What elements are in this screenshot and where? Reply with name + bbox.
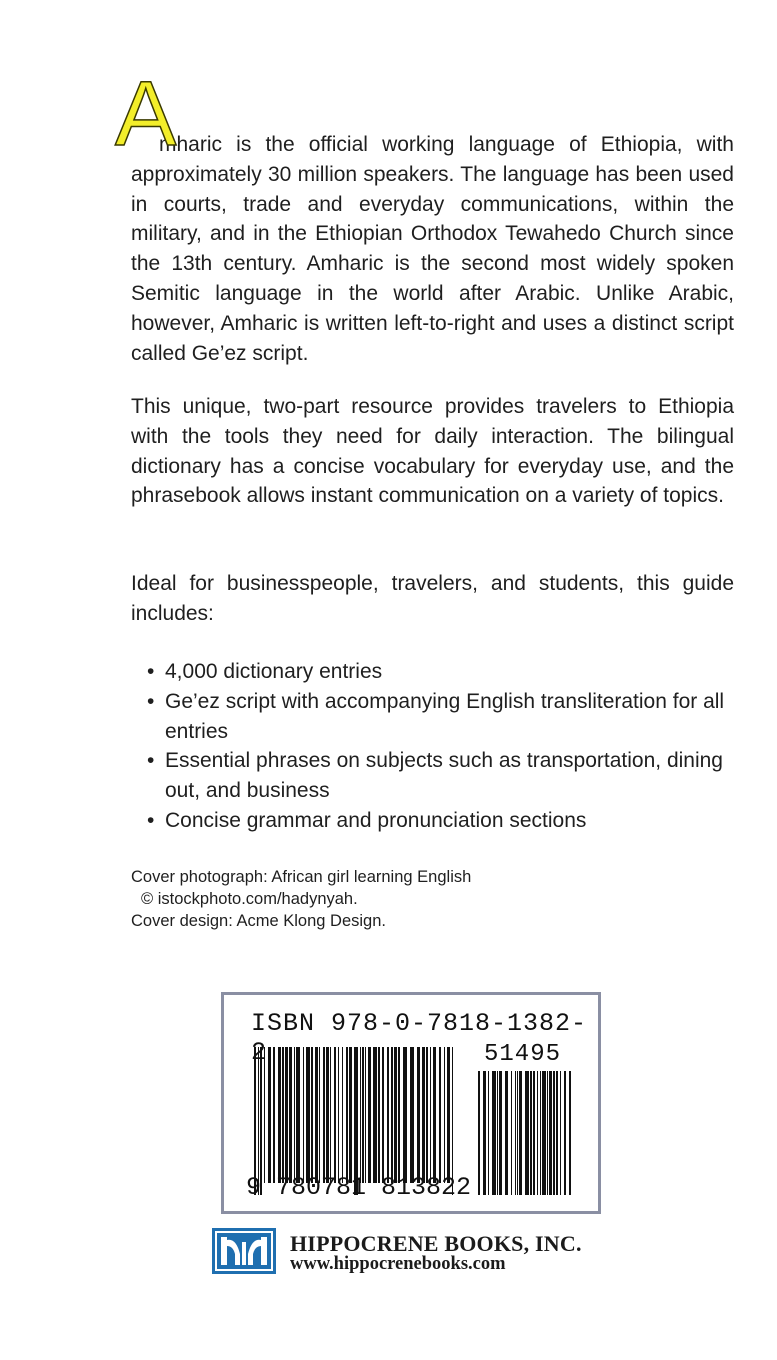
publisher-url: www.hippocrenebooks.com xyxy=(290,1254,506,1274)
barcode-bar xyxy=(403,1047,407,1183)
barcode-bar xyxy=(264,1047,265,1183)
publisher-name: HIPPOCRENE BOOKS, INC. xyxy=(290,1231,582,1256)
description-paragraph xyxy=(131,392,734,511)
barcode-addon-bar xyxy=(569,1071,571,1195)
barcode-box xyxy=(221,992,601,1214)
barcode-bar xyxy=(338,1047,339,1183)
barcode-bar xyxy=(315,1047,318,1183)
hippocrene-logo-icon xyxy=(212,1228,276,1274)
barcode-addon-bar xyxy=(488,1071,489,1195)
barcode-bar xyxy=(433,1047,436,1183)
barcode-bar xyxy=(373,1047,377,1183)
barcode-addon-bar xyxy=(556,1071,558,1195)
barcode-addon-bar xyxy=(560,1071,561,1195)
barcode-addon-bar xyxy=(564,1071,566,1195)
barcode-bar xyxy=(444,1047,445,1183)
barcode-bar xyxy=(311,1047,313,1183)
barcode-bar xyxy=(330,1047,331,1183)
intro-text: mharic is the official working language of Ethiopia, with approximately 30 million speakers. The language has been used in courts, trade and everyday communications, within the military, and in the Ethiopian Orthodox Tewahedo Church since the 13th century. Amharic is the second most widely spoken Semitic language in the world after Arabic. Unlike Arabic, however, Amharic is written left-to-right and uses a distinct script called Ge’ez script. xyxy=(131,133,734,365)
barcode-bar xyxy=(360,1047,361,1183)
barcode-bar xyxy=(378,1047,380,1183)
barcode-bar xyxy=(346,1047,348,1183)
barcode-bar xyxy=(426,1047,428,1183)
barcode-bar xyxy=(417,1047,420,1183)
barcode-addon-bar xyxy=(549,1071,552,1195)
barcode-bar xyxy=(268,1047,271,1183)
barcode-addon-bar xyxy=(511,1071,512,1195)
barcode-bar xyxy=(410,1047,414,1183)
description-text: This unique, two-part resource provides travelers to Ethiopia with the tools they need for daily interaction. The bilingual dictionary has a concise vocabulary for everyday use, and the phrasebook allows instant communication on a variety of topics. xyxy=(131,395,734,508)
barcode-bar xyxy=(422,1047,425,1183)
barcode-bar xyxy=(319,1047,320,1183)
intro-paragraph xyxy=(115,63,734,368)
barcode-bar xyxy=(306,1047,310,1183)
feature-list xyxy=(147,657,747,836)
drop-cap: A xyxy=(115,63,177,165)
barcode-addon-bar xyxy=(497,1071,498,1195)
barcode-addon-bar xyxy=(519,1071,522,1195)
isbn-label: ISBN 978-0-7818-1382-2 xyxy=(251,1009,588,1067)
barcode-bar xyxy=(362,1047,364,1183)
barcode-bar xyxy=(398,1047,400,1183)
barcode-bar xyxy=(294,1047,295,1183)
barcode-addon-bar xyxy=(530,1071,532,1195)
copyright-credit: © istockphoto.com/hadynyah. xyxy=(141,890,358,908)
barcode-bar xyxy=(447,1047,450,1183)
barcode-bar xyxy=(303,1047,304,1183)
barcode-bar xyxy=(334,1047,336,1183)
design-credit: Cover design: Acme Klong Design. xyxy=(131,912,386,930)
barcode-addon-bar xyxy=(525,1071,529,1195)
barcode-bar xyxy=(365,1047,366,1183)
barcode-bar xyxy=(439,1047,441,1183)
barcode-bar xyxy=(342,1047,343,1183)
list-item: • 4,000 dictionary entries xyxy=(147,657,747,687)
barcode-bar xyxy=(382,1047,384,1183)
barcode-bar xyxy=(285,1047,288,1183)
list-item: • Essential phrases on subjects such as transportation, dining out, and business xyxy=(147,746,747,806)
barcode-bar xyxy=(289,1047,292,1183)
barcode-addon-bar xyxy=(499,1071,502,1195)
barcode-addon-bar xyxy=(505,1071,508,1195)
barcode-bar xyxy=(349,1047,352,1183)
barcode-bar xyxy=(391,1047,393,1183)
barcode-bar xyxy=(430,1047,431,1183)
barcode-addon-bar xyxy=(515,1071,516,1195)
photo-credit: Cover photograph: African girl learning English xyxy=(131,868,472,886)
barcode-addon-bar xyxy=(483,1071,486,1195)
barcode-bar xyxy=(394,1047,397,1183)
price-code: 51495 xyxy=(484,1041,562,1068)
audience-text: Ideal for businesspeople, travelers, and students, this guide includes: xyxy=(131,572,734,625)
barcode-bar xyxy=(282,1047,284,1183)
barcode-bar xyxy=(296,1047,300,1183)
barcode-addon-bar xyxy=(492,1071,496,1195)
barcode-bar xyxy=(323,1047,325,1183)
list-item: • Concise grammar and pronunciation sections xyxy=(147,806,747,836)
barcode-addon-bar xyxy=(540,1071,541,1195)
barcode-addon-bar xyxy=(553,1071,555,1195)
cover-credits xyxy=(131,866,471,932)
barcode-addon-bar xyxy=(517,1071,518,1195)
barcode-addon-bar xyxy=(533,1071,535,1195)
barcode-addon-bar xyxy=(547,1071,548,1195)
ean-digits: 9 780781 813822 xyxy=(246,1173,472,1202)
barcode-addon-bar xyxy=(537,1071,538,1195)
barcode-addon-bar xyxy=(478,1071,480,1195)
barcode-bar xyxy=(278,1047,281,1183)
barcode-bar xyxy=(273,1047,275,1183)
barcode-addon-bar xyxy=(542,1071,546,1195)
list-item: • Ge’ez script with accompanying English transliteration for all entries xyxy=(147,687,747,747)
barcode-bar xyxy=(368,1047,371,1183)
barcode-bar xyxy=(326,1047,329,1183)
barcode-bar xyxy=(387,1047,389,1183)
audience-paragraph xyxy=(131,569,734,629)
